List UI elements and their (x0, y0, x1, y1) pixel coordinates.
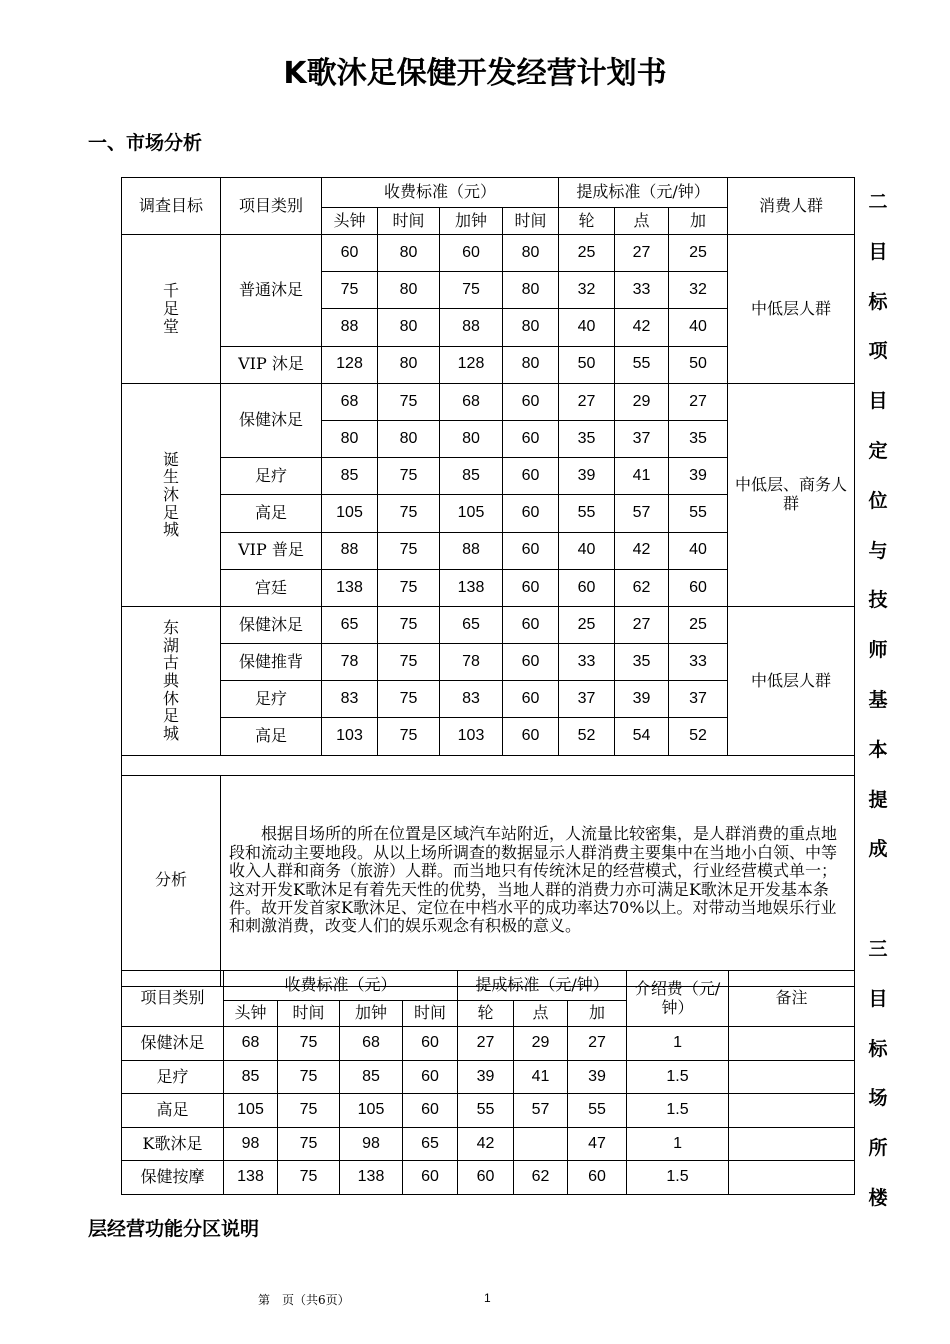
value-cell: 85 (340, 1060, 403, 1094)
value-cell: 60 (403, 1161, 458, 1195)
side-heading-char: 项 (868, 340, 888, 363)
value-cell: 42 (615, 309, 669, 346)
value-cell: 60 (503, 569, 559, 606)
table-header-row (122, 178, 855, 208)
value-cell: 80 (378, 272, 440, 309)
section-heading-floor-zones: 层经营功能分区说明 (88, 1218, 260, 1240)
item-category-cell: 保健按摩 (122, 1161, 224, 1195)
value-cell: 80 (378, 346, 440, 383)
value-cell: 75 (378, 495, 440, 532)
value-cell: 60 (322, 235, 378, 272)
intro-fee-cell: 1.5 (627, 1161, 729, 1195)
value-cell: 80 (378, 420, 440, 457)
value-cell: 39 (458, 1060, 514, 1094)
side-heading-char: 目 (868, 240, 888, 263)
value-cell: 85 (322, 458, 378, 495)
side-heading-char: 与 (868, 539, 888, 562)
side-heading-char: 所 (868, 1137, 888, 1160)
value-cell: 88 (440, 309, 503, 346)
table-row (122, 235, 855, 272)
value-cell: 39 (568, 1060, 627, 1094)
value-cell: 54 (615, 718, 669, 755)
value-cell: 55 (568, 1094, 627, 1128)
subheader-cell: 头钟 (224, 1001, 278, 1027)
value-cell: 68 (340, 1027, 403, 1061)
item-category-cell: VIP 沐足 (221, 346, 322, 383)
value-cell: 88 (440, 532, 503, 569)
header-commission: 提成标准（元/钟） (458, 971, 627, 1001)
header-fee-standard: 收费标准（元） (322, 178, 559, 208)
value-cell: 75 (378, 606, 440, 643)
value-cell: 27 (615, 235, 669, 272)
remark-cell (729, 1060, 855, 1094)
value-cell: 27 (669, 383, 728, 420)
header-commission: 提成标准（元/钟） (559, 178, 728, 208)
remark-cell (729, 1127, 855, 1161)
value-cell: 40 (559, 309, 615, 346)
footer-page-number: 1 (484, 1291, 491, 1305)
value-cell: 55 (615, 346, 669, 383)
item-category-cell: 普通沐足 (221, 235, 322, 347)
value-cell: 55 (669, 495, 728, 532)
spacer-row (122, 755, 855, 775)
value-cell: 75 (322, 272, 378, 309)
value-cell: 60 (503, 495, 559, 532)
value-cell: 62 (615, 569, 669, 606)
value-cell: 60 (559, 569, 615, 606)
item-category-cell: VIP 普足 (221, 532, 322, 569)
value-cell: 75 (278, 1027, 340, 1061)
value-cell: 105 (224, 1094, 278, 1128)
consumer-group-cell: 中低层、商务人群 (728, 383, 855, 606)
value-cell: 25 (669, 235, 728, 272)
value-cell: 37 (559, 681, 615, 718)
value-cell: 75 (378, 569, 440, 606)
value-cell: 83 (322, 681, 378, 718)
value-cell: 32 (559, 272, 615, 309)
value-cell: 50 (669, 346, 728, 383)
subheader-cell: 轮 (559, 208, 615, 235)
value-cell: 60 (503, 532, 559, 569)
value-cell: 57 (615, 495, 669, 532)
value-cell: 103 (322, 718, 378, 755)
analysis-cell (221, 775, 855, 986)
item-category-cell: 足疗 (122, 1060, 224, 1094)
remark-cell (729, 1094, 855, 1128)
side-heading-char: 师 (868, 639, 888, 662)
value-cell: 60 (669, 569, 728, 606)
value-cell: 60 (503, 383, 559, 420)
value-cell: 52 (559, 718, 615, 755)
value-cell: 98 (224, 1127, 278, 1161)
value-cell: 50 (559, 346, 615, 383)
side-heading-char: 位 (868, 489, 888, 512)
value-cell: 60 (403, 1060, 458, 1094)
value-cell: 103 (440, 718, 503, 755)
side-heading-char (864, 875, 892, 925)
table-row (122, 606, 855, 643)
value-cell: 60 (503, 718, 559, 755)
document-title: K歌沐足保健开发经营计划书 (283, 56, 667, 91)
side-heading-char: 楼 (868, 1186, 888, 1209)
value-cell: 128 (440, 346, 503, 383)
side-heading-char: 基 (868, 688, 888, 711)
value-cell: 25 (669, 606, 728, 643)
value-cell: 33 (559, 644, 615, 681)
consumer-group-cell: 中低层人群 (728, 606, 855, 755)
value-cell: 75 (378, 718, 440, 755)
remark-cell (729, 1161, 855, 1195)
footer-page-info: 第 页（共6页） (258, 1293, 350, 1307)
value-cell: 47 (568, 1127, 627, 1161)
value-cell: 41 (615, 458, 669, 495)
side-heading-char: 三 (868, 937, 888, 960)
value-cell: 60 (503, 644, 559, 681)
side-heading-char: 目 (868, 390, 888, 413)
item-category-cell: 保健推背 (221, 644, 322, 681)
value-cell: 98 (340, 1127, 403, 1161)
value-cell: 35 (615, 644, 669, 681)
spacer-cell (122, 755, 855, 775)
subheader-cell: 点 (514, 1001, 568, 1027)
value-cell: 80 (503, 309, 559, 346)
intro-fee-cell: 1 (627, 1027, 729, 1061)
header-consumer-group: 消费人群 (728, 178, 855, 235)
analysis-row (122, 775, 855, 986)
side-heading-char: 标 (868, 290, 888, 313)
value-cell: 27 (559, 383, 615, 420)
subheader-cell: 时间 (378, 208, 440, 235)
value-cell: 27 (458, 1027, 514, 1061)
header-intro-fee: 介绍费（元/钟） (627, 971, 729, 1027)
value-cell: 40 (669, 309, 728, 346)
table-row (122, 1060, 855, 1094)
value-cell: 88 (322, 309, 378, 346)
header-item-category: 项目类别 (221, 178, 322, 235)
side-heading-char: 成 (868, 838, 888, 861)
value-cell: 138 (322, 569, 378, 606)
value-cell: 80 (378, 309, 440, 346)
subheader-cell: 加钟 (440, 208, 503, 235)
value-cell: 60 (503, 681, 559, 718)
value-cell: 75 (378, 532, 440, 569)
value-cell: 52 (669, 718, 728, 755)
item-category-cell: 保健沐足 (221, 383, 322, 457)
value-cell: 105 (440, 495, 503, 532)
consumer-group-cell: 中低层人群 (728, 235, 855, 384)
value-cell: 75 (378, 681, 440, 718)
value-cell: 39 (615, 681, 669, 718)
value-cell: 138 (224, 1161, 278, 1195)
intro-fee-cell: 1 (627, 1127, 729, 1161)
header-item-category: 项目类别 (122, 971, 224, 1027)
venue-name (122, 235, 221, 384)
value-cell: 29 (615, 383, 669, 420)
side-heading-char: 目 (868, 987, 888, 1010)
header-remark: 备注 (729, 971, 855, 1027)
value-cell (514, 1127, 568, 1161)
item-category-cell: 足疗 (221, 681, 322, 718)
subheader-cell: 时间 (503, 208, 559, 235)
value-cell: 60 (440, 235, 503, 272)
subheader-cell: 轮 (458, 1001, 514, 1027)
analysis-text: 根据目场所的所在位置是区域汽车站附近，人流量比较密集，是人群消费的重点地段和流动主要地段。从以上场所调查的数据显示人群消费主要集中在当地小白领、中等收入人群和商务（旅游）人群。而当地只有传统沐足的经营模式，行业经营模式单一；这对开发K歌沐足有着先天性的优势，当地人群的消费力亦可满足K歌沐足开发基本条件。故开发首家K歌沐足、定位在中档水平的成功率达70%以上。对带动当地娱乐行业和刺激消费，改变人们的娱乐观念有积极的意义。 (229, 824, 838, 936)
value-cell: 40 (669, 532, 728, 569)
value-cell: 75 (278, 1161, 340, 1195)
value-cell: 75 (440, 272, 503, 309)
value-cell: 60 (503, 606, 559, 643)
remark-cell (729, 1027, 855, 1061)
value-cell: 80 (378, 235, 440, 272)
header-survey-target: 调查目标 (122, 178, 221, 235)
value-cell: 128 (322, 346, 378, 383)
value-cell: 40 (559, 532, 615, 569)
analysis-label: 分析 (122, 775, 221, 986)
table-row (122, 1161, 855, 1195)
side-heading-char: 本 (868, 738, 888, 761)
value-cell: 57 (514, 1094, 568, 1128)
value-cell: 75 (278, 1094, 340, 1128)
value-cell: 75 (378, 458, 440, 495)
value-cell: 35 (669, 420, 728, 457)
value-cell: 60 (458, 1161, 514, 1195)
value-cell: 83 (440, 681, 503, 718)
value-cell: 80 (322, 420, 378, 457)
value-cell: 75 (378, 644, 440, 681)
side-heading-char: 提 (868, 788, 888, 811)
value-cell: 60 (503, 458, 559, 495)
value-cell: 75 (278, 1060, 340, 1094)
side-vertical-heading (864, 178, 892, 1224)
value-cell: 42 (458, 1127, 514, 1161)
item-category-cell: 高足 (221, 495, 322, 532)
side-heading-char: 场 (868, 1087, 888, 1110)
value-cell: 33 (669, 644, 728, 681)
side-heading-char: 技 (868, 589, 888, 612)
header-fee-standard: 收费标准（元） (224, 971, 458, 1001)
value-cell: 80 (440, 420, 503, 457)
venue-name-text: 千足堂 (162, 281, 179, 336)
value-cell: 105 (340, 1094, 403, 1128)
value-cell: 88 (322, 532, 378, 569)
value-cell: 68 (224, 1027, 278, 1061)
value-cell: 60 (503, 420, 559, 457)
value-cell: 29 (514, 1027, 568, 1061)
venue-name-text: 东湖古典休足城 (162, 618, 179, 743)
subheader-cell: 点 (615, 208, 669, 235)
value-cell: 78 (440, 644, 503, 681)
subheader-cell: 时间 (278, 1001, 340, 1027)
value-cell: 65 (440, 606, 503, 643)
service-pricing-table (121, 970, 855, 1195)
item-category-cell: 保健沐足 (122, 1027, 224, 1061)
venue-name-text: 诞生沐足城 (162, 449, 179, 540)
table-row (122, 1027, 855, 1061)
value-cell: 75 (378, 383, 440, 420)
subheader-cell: 加 (568, 1001, 627, 1027)
value-cell: 25 (559, 606, 615, 643)
value-cell: 27 (615, 606, 669, 643)
intro-fee-cell: 1.5 (627, 1094, 729, 1128)
item-category-cell: 宫廷 (221, 569, 322, 606)
side-heading-char: 定 (868, 439, 888, 462)
item-category-cell: K歌沐足 (122, 1127, 224, 1161)
value-cell: 32 (669, 272, 728, 309)
value-cell: 65 (322, 606, 378, 643)
value-cell: 80 (503, 272, 559, 309)
value-cell: 42 (615, 532, 669, 569)
market-survey-table (121, 177, 855, 987)
subheader-cell: 加钟 (340, 1001, 403, 1027)
item-category-cell: 高足 (221, 718, 322, 755)
value-cell: 68 (322, 383, 378, 420)
value-cell: 85 (224, 1060, 278, 1094)
venue-name (122, 383, 221, 606)
section-heading-market-analysis: 一、市场分析 (88, 132, 203, 154)
value-cell: 37 (669, 681, 728, 718)
value-cell: 39 (669, 458, 728, 495)
value-cell: 62 (514, 1161, 568, 1195)
item-category-cell: 保健沐足 (221, 606, 322, 643)
value-cell: 60 (403, 1027, 458, 1061)
table-row (122, 1094, 855, 1128)
item-category-cell: 高足 (122, 1094, 224, 1128)
value-cell: 39 (559, 458, 615, 495)
value-cell: 25 (559, 235, 615, 272)
value-cell: 105 (322, 495, 378, 532)
value-cell: 68 (440, 383, 503, 420)
table-row (122, 383, 855, 420)
table-row (122, 1127, 855, 1161)
value-cell: 78 (322, 644, 378, 681)
subheader-cell: 时间 (403, 1001, 458, 1027)
value-cell: 37 (615, 420, 669, 457)
value-cell: 35 (559, 420, 615, 457)
item-category-cell: 足疗 (221, 458, 322, 495)
table-header-row (122, 971, 855, 1001)
side-heading-char: 二 (868, 191, 888, 213)
value-cell: 41 (514, 1060, 568, 1094)
subheader-cell: 头钟 (322, 208, 378, 235)
value-cell: 60 (568, 1161, 627, 1195)
value-cell: 138 (440, 569, 503, 606)
value-cell: 60 (403, 1094, 458, 1128)
value-cell: 55 (559, 495, 615, 532)
value-cell: 33 (615, 272, 669, 309)
value-cell: 75 (278, 1127, 340, 1161)
venue-name (122, 606, 221, 755)
value-cell: 138 (340, 1161, 403, 1195)
value-cell: 80 (503, 235, 559, 272)
subheader-cell: 加 (669, 208, 728, 235)
value-cell: 85 (440, 458, 503, 495)
value-cell: 65 (403, 1127, 458, 1161)
intro-fee-cell: 1.5 (627, 1060, 729, 1094)
side-heading-char: 标 (868, 1037, 888, 1060)
value-cell: 80 (503, 346, 559, 383)
value-cell: 27 (568, 1027, 627, 1061)
value-cell: 55 (458, 1094, 514, 1128)
